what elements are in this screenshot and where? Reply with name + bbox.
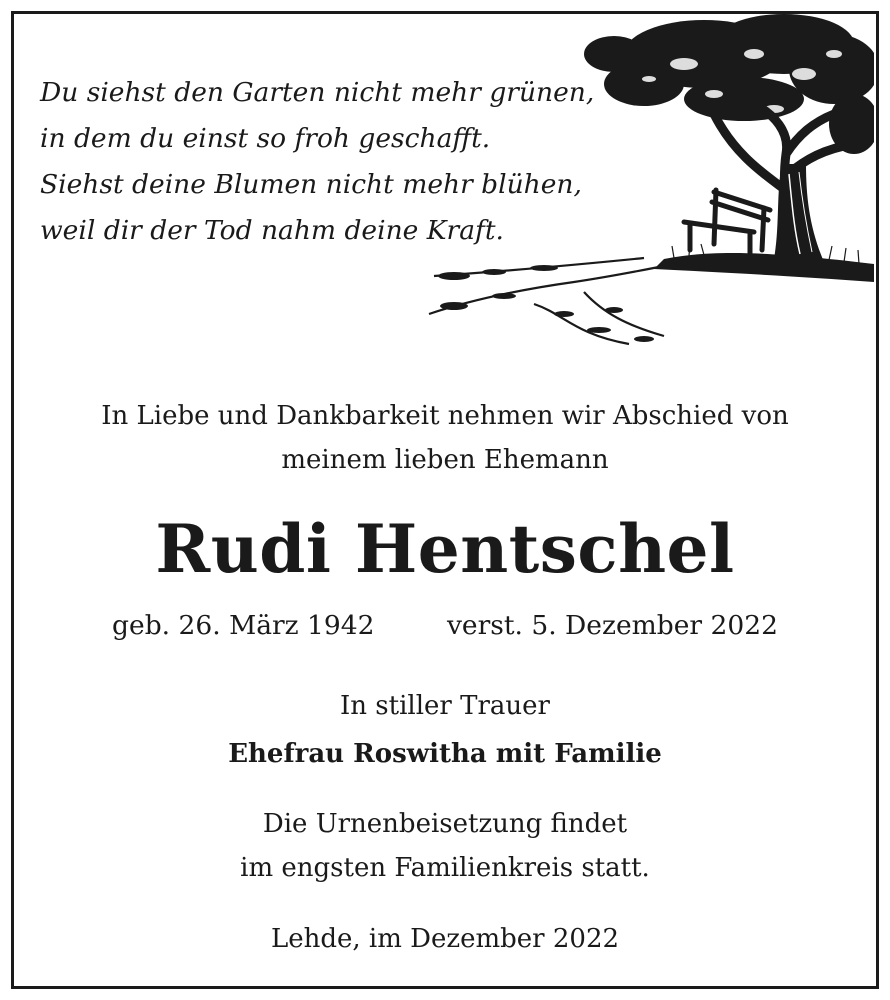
obituary-frame xyxy=(11,11,879,989)
place-date: Lehde, im Dezember 2022 xyxy=(270,924,620,954)
intro-line: meinem lieben Ehemann xyxy=(281,445,609,475)
poem-line: Siehst deine Blumen nicht mehr blühen, xyxy=(40,169,582,200)
burial-line: Die Urnenbeisetzung findet xyxy=(262,809,628,839)
birth-date: geb. 26. März 1942 xyxy=(112,610,375,641)
burial-line: im engsten Familienkreis statt. xyxy=(240,853,650,883)
death-date: verst. 5. Dezember 2022 xyxy=(446,610,778,641)
burial-note xyxy=(14,802,876,890)
poem-line: in dem du einst so froh geschafft. xyxy=(40,123,491,154)
mourning-section xyxy=(14,682,876,778)
life-dates xyxy=(14,606,876,646)
poem-line: Du siehst den Garten nicht mehr grünen, xyxy=(40,77,595,108)
deceased-name: Rudi Hentschel xyxy=(155,510,735,588)
intro-line: In Liebe und Dankbarkeit nehmen wir Abschied von xyxy=(101,401,789,431)
tree-with-bench-illustration xyxy=(414,14,874,354)
mourning-line: In stiller Trauer xyxy=(340,691,550,721)
mourners: Ehefrau Roswitha mit Familie xyxy=(228,739,662,769)
poem-line: weil dir der Tod nahm deine Kraft. xyxy=(40,215,504,246)
intro-text xyxy=(14,394,876,482)
